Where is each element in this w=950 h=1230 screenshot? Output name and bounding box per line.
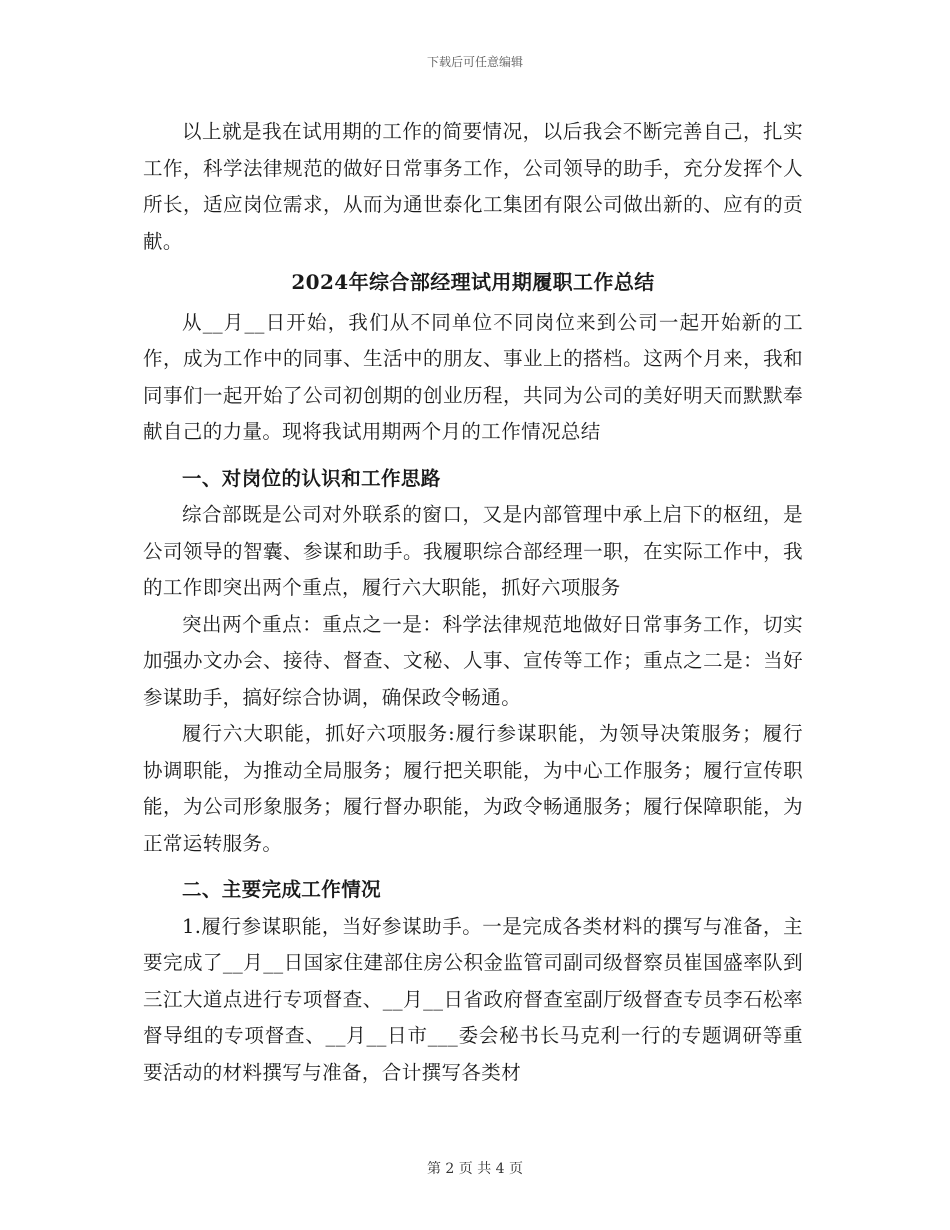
page-footer: 第 2 页 共 4 页 bbox=[426, 1161, 524, 1177]
section-heading-1: 一、对岗位的认识和工作思路 bbox=[182, 466, 441, 490]
role-paragraph: 综合部既是公司对外联系的窗口，又是内部管理中承上启下的枢纽，是公司领导的智囊、参谋和助手。我履职综合部经理一职，在实际工作中，我的工作即突出两个重点，履行六大职能，抓好六项服务 bbox=[143, 503, 803, 599]
section-heading-2: 二、主要完成工作情况 bbox=[182, 878, 382, 901]
focus-paragraph: 突出两个重点：重点之一是：科学法律规范地做好日常事务工作，切实加强办文办会、接待、督查、文秘、人事、宣传等工作；重点之二是：当好参谋助手，搞好综合协调，确保政令畅通。 bbox=[143, 612, 803, 709]
functions-paragraph: 履行六大职能，抓好六项服务:履行参谋职能，为领导决策服务；履行协调职能，为推动全局服务；履行把关职能，为中心工作服务；履行宣传职能，为公司形象服务；履行督办职能，为政令畅通服务；履行保障职能，为正常运转服务。 bbox=[143, 722, 803, 855]
opening-paragraph: 从__月__日开始，我们从不同单位不同岗位来到公司一起开始新的工作，成为工作中的同事、生活中的朋友、事业上的搭档。这两个月来，我和同事们一起开始了公司初创期的创业历程，共同为公司的美好明天而默默奉献自己的力量。现将我试用期两个月的工作情况总结 bbox=[143, 310, 803, 443]
document-title: 2024年综合部经理试用期履职工作总结 bbox=[291, 270, 655, 294]
work-paragraph: 1.履行参谋职能，当好参谋助手。一是完成各类材料的撰写与准备，主要完成了__月__日国家住建部住房公积金监管司副司级督察员崔国盛率队到三江大道点进行专项督查、__月__日省政府督查室副厅级督查专员李石松率督导组的专项督查、__月__日市___委会秘书长马克利一行的专题调研等重要活动的材料撰写与准备，合计撰写各类材 bbox=[143, 914, 803, 1084]
intro-paragraph: 以上就是我在试用期的工作的简要情况，以后我会不断完善自己，扎实工作，科学法律规范的做好日常事务工作，公司领导的助手，充分发挥个人所长，适应岗位需求，从而为通世泰化工集团有限公司做出新的、应有的贡献。 bbox=[143, 120, 803, 253]
document-body bbox=[143, 114, 803, 1091]
page-header: 下载后可任意编辑 bbox=[426, 55, 523, 69]
